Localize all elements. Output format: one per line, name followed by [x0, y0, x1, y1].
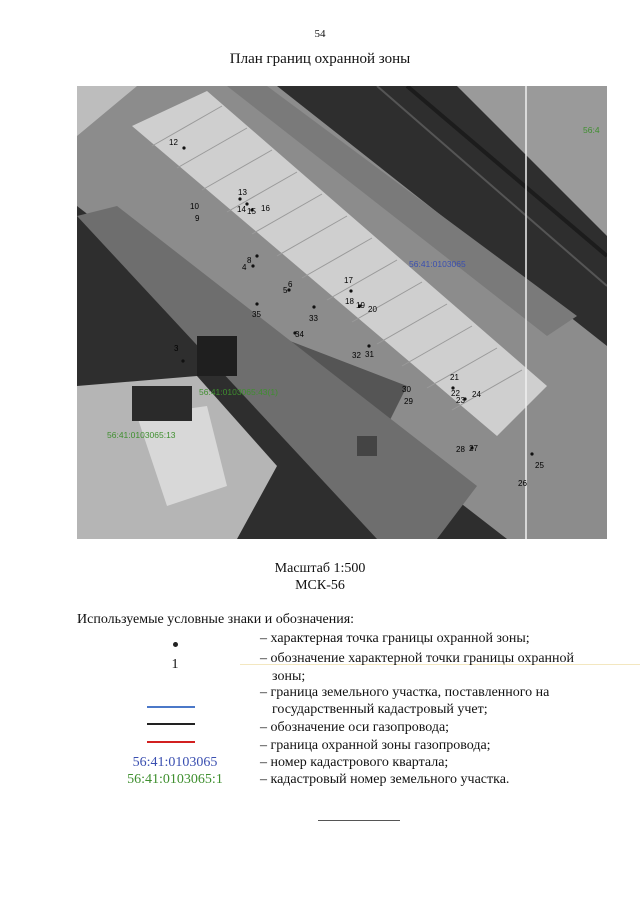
legend-symbol-number: 1 — [171, 657, 179, 672]
legend-symbol-blue-line — [147, 706, 195, 708]
point-label-15: 15 — [247, 207, 256, 216]
legend-symbol-quarter: 56:41:0103065 — [132, 755, 218, 770]
page-title: План границ охранной зоны — [229, 51, 411, 67]
point-label-16: 16 — [261, 204, 270, 213]
legend-desc-point: – характерная точка границы охранной зоны; — [260, 631, 530, 646]
point-label-25: 25 — [535, 461, 544, 470]
legend-title: Используемые условные знаки и обозначения: — [77, 612, 355, 627]
legend-symbol-dot — [110, 636, 240, 652]
legend-desc-quarter: – номер кадастрового квартала; — [260, 755, 449, 770]
point-label-28: 28 — [456, 445, 465, 454]
point-label-22: 22 — [451, 389, 460, 398]
legend-symbol-parcel-number: 56:41:0103065:1 — [127, 772, 223, 787]
point-label-9: 9 — [195, 214, 200, 223]
point-label-18: 18 — [345, 297, 354, 306]
page-number: 54 — [314, 28, 326, 40]
legend-desc-point-label-2: зоны; — [272, 669, 306, 684]
parcel-label-topright: 56:4 — [583, 125, 600, 135]
point-label-24: 24 — [472, 390, 481, 399]
point-label-34: 34 — [295, 330, 304, 339]
point-label-13: 13 — [238, 188, 247, 197]
point-label-19: 19 — [356, 301, 365, 310]
point-label-21: 21 — [450, 373, 459, 382]
coordinate-system: МСК-56 — [295, 578, 345, 593]
point-label-20: 20 — [368, 305, 377, 314]
legend-desc-parcel-number: – кадастровый номер земельного участка. — [260, 772, 510, 787]
point-label-29: 29 — [404, 397, 413, 406]
parcel-label-left: 56:41:0103065:13 — [107, 430, 176, 440]
point-label-3: 3 — [174, 344, 179, 353]
scale-ratio: Масштаб 1:500 — [274, 561, 366, 576]
point-label-31: 31 — [365, 350, 374, 359]
legend-desc-point-label-1: – обозначение характерной точки границы охранной — [260, 651, 575, 666]
cadastral-quarter-label: 56:41:0103065 — [409, 259, 466, 269]
legend-symbol-red-line — [147, 741, 195, 743]
point-label-26: 26 — [518, 479, 527, 488]
point-label-17: 17 — [344, 276, 353, 285]
scale-block — [0, 560, 640, 594]
parcel-label-center: 56:41:0103065:43(1) — [199, 387, 278, 397]
footer-rule — [318, 820, 400, 821]
legend-desc-parcel-2: государственный кадастровый учет; — [272, 702, 488, 717]
legend-desc-parcel-1: – граница земельного участка, поставленного на — [260, 685, 550, 700]
aerial-map — [77, 86, 607, 539]
point-label-8: 8 — [247, 256, 252, 265]
point-label-33: 33 — [309, 314, 318, 323]
point-label-12: 12 — [169, 138, 178, 147]
point-label-35: 35 — [252, 310, 261, 319]
point-label-27: 27 — [469, 444, 478, 453]
point-label-10: 10 — [190, 202, 199, 211]
point-label-4: 4 — [242, 263, 247, 272]
legend-symbol-black-line — [147, 723, 195, 725]
point-label-5: 5 — [283, 286, 288, 295]
point-label-32: 32 — [352, 351, 361, 360]
point-label-30: 30 — [402, 385, 411, 394]
point-label-23: 23 — [456, 396, 465, 405]
legend-desc-gas-axis: – обозначение оси газопровода; — [260, 720, 450, 735]
point-label-14: 14 — [237, 205, 246, 214]
point-label-6: 6 — [288, 280, 293, 289]
legend-desc-zone: – граница охранной зоны газопровода; — [260, 738, 491, 753]
